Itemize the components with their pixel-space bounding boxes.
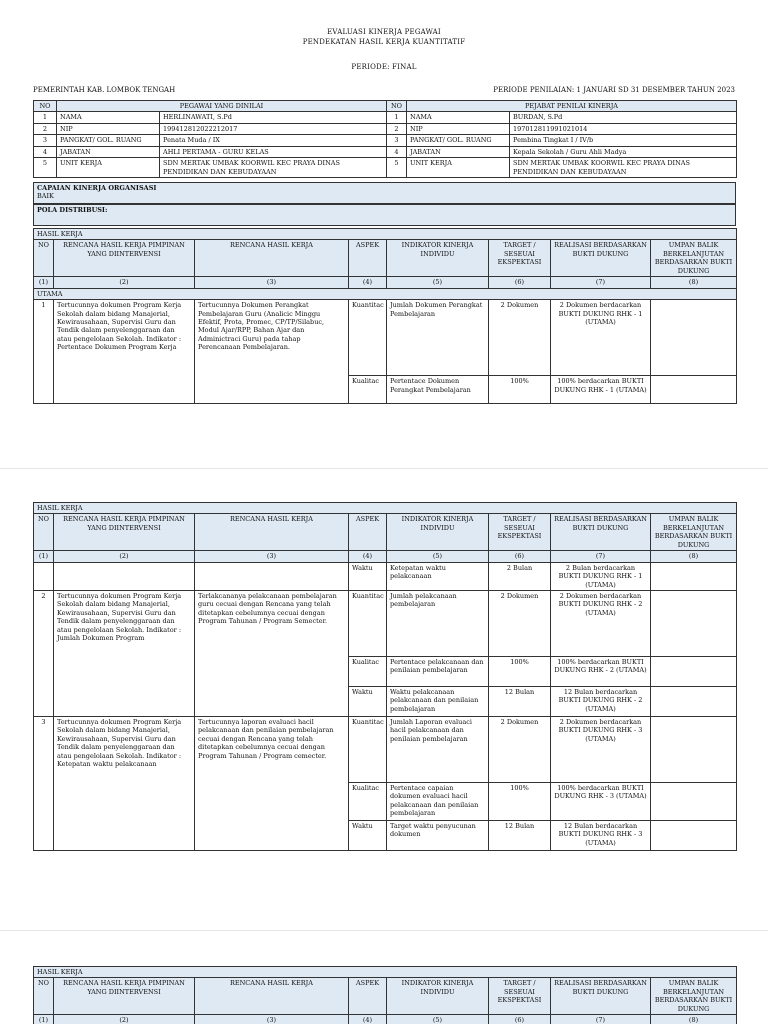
col-number: (8) xyxy=(651,551,737,562)
col-number: (6) xyxy=(489,551,551,562)
identity-head-pejabat: PEJABAT PENILAI KINERJA xyxy=(407,101,737,112)
hasil-kerja-label: HASIL KERJA xyxy=(34,967,737,978)
col-number: (6) xyxy=(489,1015,551,1024)
identity-row xyxy=(34,146,737,157)
column-numbers xyxy=(34,551,737,562)
item-indikator: Jumlah pelakcanaan pembelajaran xyxy=(387,590,489,656)
col-no: NO xyxy=(34,978,54,1015)
col-number: (4) xyxy=(349,1015,387,1024)
item-realisasi: 2 Bulan berdacarkan BUKTI DUKUNG RHK - 1 (UTAMA) xyxy=(551,562,651,590)
col-number: (2) xyxy=(54,551,195,562)
col-rencana: RENCANA HASIL KERJA xyxy=(195,240,349,277)
table-row xyxy=(34,716,737,782)
item-aspek: Kuantitac xyxy=(349,716,387,782)
item-aspek: Kuantitac xyxy=(349,300,387,376)
identity-label: NIP xyxy=(57,123,160,134)
item-realisasi: 2 Dokumen berdacarkan BUKTI DUKUNG RHK - 2 (UTAMA) xyxy=(551,590,651,656)
identity-label: NAMA xyxy=(57,112,160,123)
identity-no2: 4 xyxy=(387,146,407,157)
item-indikator: Target waktu penyucunan dokumen xyxy=(387,820,489,850)
col-indikator: INDIKATOR KINERJA INDIVIDU xyxy=(387,514,489,551)
identity-label: JABATAN xyxy=(57,146,160,157)
identity-no: 3 xyxy=(34,135,57,146)
page-1 xyxy=(0,0,768,440)
page-2 xyxy=(0,440,768,940)
item-umpan-balik xyxy=(651,300,737,376)
hasil-kerja-label: HASIL KERJA xyxy=(34,229,737,240)
item-umpan-balik xyxy=(651,782,737,820)
periode-label: PERIODE PENILAIAN: 1 JANUARI SD 31 DESEMBER TAHUN 2023 xyxy=(493,86,735,94)
item-target: 100% xyxy=(489,656,551,686)
item-realisasi: 12 Bulan berdacarkan BUKTI DUKUNG RHK - 2 (UTAMA) xyxy=(551,686,651,716)
identity-no2: 5 xyxy=(387,158,407,178)
item-indikator: Waktu pelakcanaan pelakcanaan dan penilaian pembelajaran xyxy=(387,686,489,716)
col-target: TARGET / SESEUAI EKSPEKTASI xyxy=(489,240,551,277)
doc-title: EVALUASI KINERJA PEGAWAI xyxy=(327,28,441,36)
identity-no: 4 xyxy=(34,146,57,157)
item-target: 12 Bulan xyxy=(489,686,551,716)
col-number: (8) xyxy=(651,277,737,288)
item-indikator: Pertentace pelakcanaan dan penilaian pembelajaran xyxy=(387,656,489,686)
table-row xyxy=(34,590,737,656)
item-pimpinan: Tertucunnya dokumen Program Kerja Sekolah dalam bidang Manajerial, Kewirausahaan, Supervisi Guru dan Tendik dalam penyelenggaraan dan atau pengelolaan Sekolah. Indikator : Pertentace Dokumen Program Kerja xyxy=(54,300,195,404)
col-number: (1) xyxy=(34,551,54,562)
item-aspek: Waktu xyxy=(349,820,387,850)
identity-table xyxy=(33,100,737,178)
item-indikator: Ketepatan waktu pelakcanaan xyxy=(387,562,489,590)
col-rencana: RENCANA HASIL KERJA xyxy=(195,978,349,1015)
item-rencana: Terlakcananya pelakcanaan pembelajaran guru cecuai dengan Rencana yang telah ditetapkan cebelumnya cecuai dengan Program Tahunan / Program Semecter. xyxy=(195,590,349,716)
item-umpan-balik xyxy=(651,376,737,404)
col-indikator: INDIKATOR KINERJA INDIVIDU xyxy=(387,240,489,277)
identity-row xyxy=(34,135,737,146)
col-pimpinan: RENCANA HASIL KERJA PIMPINAN YANG DIINTERVENSI xyxy=(54,978,195,1015)
item-pimpinan: Tertucunnya dokumen Program Kerja Sekolah dalam bidang Manajerial, Kewirausahaan, Supervisi Guru dan Tendik dalam penyelenggaraan dan atau pengelolaan Sekolah. Indikator : Ketepatan waktu pelakcanaan xyxy=(54,716,195,850)
identity-label: PANGKAT/ GOL. RUANG xyxy=(57,135,160,146)
item-pimpinan: Tertucunnya dokumen Program Kerja Sekolah dalam bidang Manajerial, Kewirausahaan, Supervisi Guru dan Tendik dalam penyelenggaraan dan atau pengelolaan Sekolah. Indikator : Jumlah Dokumen Program xyxy=(54,590,195,716)
col-number: (4) xyxy=(349,551,387,562)
capaian-value: BAIK xyxy=(37,192,54,201)
identity-no: 5 xyxy=(34,158,57,178)
item-target: 2 Dokumen xyxy=(489,300,551,376)
page-separator xyxy=(0,930,768,931)
identity-label2: PANGKAT/ GOL. RUANG xyxy=(407,135,510,146)
col-number: (5) xyxy=(387,277,489,288)
identity-row xyxy=(34,158,737,178)
col-aspek: ASPEK xyxy=(349,240,387,277)
col-number: (2) xyxy=(54,277,195,288)
item-aspek: Waktu xyxy=(349,686,387,716)
item-target: 100% xyxy=(489,376,551,404)
item-realisasi: 100% berdacarkan BUKTI DUKUNG RHK - 3 (UTAMA) xyxy=(551,782,651,820)
item-realisasi: 2 Dokumen berdacarkan BUKTI DUKUNG RHK - 1 (UTAMA) xyxy=(551,300,651,376)
hasil-kerja-table-3 xyxy=(33,966,737,1024)
pola-distribusi: POLA DISTRIBUSI: xyxy=(33,204,736,226)
identity-head-no2: NO xyxy=(387,101,407,112)
identity-label2: NIP xyxy=(407,123,510,134)
col-indikator: INDIKATOR KINERJA INDIVIDU xyxy=(387,978,489,1015)
col-number: (1) xyxy=(34,1015,54,1024)
col-no: NO xyxy=(34,514,54,551)
capaian-section xyxy=(33,182,736,204)
col-pimpinan: RENCANA HASIL KERJA PIMPINAN YANG DIINTERVENSI xyxy=(54,240,195,277)
col-number: (3) xyxy=(195,277,349,288)
hasil-kerja-table-2 xyxy=(33,502,737,851)
col-no: NO xyxy=(34,240,54,277)
item-umpan-balik xyxy=(651,716,737,782)
identity-pejabat-value: BURDAN, S.Pd xyxy=(510,112,737,123)
table-row xyxy=(34,300,737,376)
identity-pegawai-value: Penata Muda / IX xyxy=(160,135,387,146)
hasil-kerja-label: HASIL KERJA xyxy=(34,503,737,514)
item-realisasi: 100% berdacarkan BUKTI DUKUNG RHK - 1 (UTAMA) xyxy=(551,376,651,404)
col-number: (7) xyxy=(551,551,651,562)
col-umpan-balik: UMPAN BALIK BERKELANJUTAN BERDASARKAN BUKTI DUKUNG xyxy=(651,514,737,551)
item-target: 12 Bulan xyxy=(489,820,551,850)
item-umpan-balik xyxy=(651,656,737,686)
item-realisasi: 100% berdacarkan BUKTI DUKUNG RHK - 2 (UTAMA) xyxy=(551,656,651,686)
column-numbers xyxy=(34,277,737,288)
identity-pegawai-value: 199412812022212017 xyxy=(160,123,387,134)
item-target: 2 Dokumen xyxy=(489,590,551,656)
item-rencana: Tertucunnya laporan evaluaci hacil pelakcanaan dan penilaian pembelajaran cecuai dengan Rencana yang telah ditetapkan cebelumnya cecuai dengan Program Tahunan / Program cemecter. xyxy=(195,716,349,850)
col-aspek: ASPEK xyxy=(349,514,387,551)
col-number: (3) xyxy=(195,551,349,562)
identity-no2: 2 xyxy=(387,123,407,134)
item-aspek: Waktu xyxy=(349,562,387,590)
col-target: TARGET / SESEUAI EKSPEKTASI xyxy=(489,514,551,551)
item-no: 3 xyxy=(34,716,54,850)
col-number: (4) xyxy=(349,277,387,288)
identity-head-no: NO xyxy=(34,101,57,112)
item-indikator: Jumlah Laporan evaluaci hacil pelakcanaan dan penilaian pembelajaran xyxy=(387,716,489,782)
hasil-kerja-table-1 xyxy=(33,228,737,404)
col-umpan-balik: UMPAN BALIK BERKELANJUTAN BERDASARKAN BUKTI DUKUNG xyxy=(651,240,737,277)
item-aspek: Kualitac xyxy=(349,376,387,404)
identity-no: 1 xyxy=(34,112,57,123)
item-no: 2 xyxy=(34,590,54,716)
identity-label: UNIT KERJA xyxy=(57,158,160,178)
item-target: 100% xyxy=(489,782,551,820)
col-number: (3) xyxy=(195,1015,349,1024)
identity-pegawai-value: HERLINAWATI, S.Pd xyxy=(160,112,387,123)
item-indikator: Jumlah Dokumen Perangkat Pembelajaran xyxy=(387,300,489,376)
meta-row xyxy=(33,86,735,95)
item-realisasi: 12 Bulan berdacarkan BUKTI DUKUNG RHK - 3 (UTAMA) xyxy=(551,820,651,850)
item-realisasi: 2 Dokumen berdacarkan BUKTI DUKUNG RHK - 3 (UTAMA) xyxy=(551,716,651,782)
col-realisasi: REALISASI BERDASARKAN BUKTI DUKUNG xyxy=(551,978,651,1015)
col-number: (7) xyxy=(551,277,651,288)
col-aspek: ASPEK xyxy=(349,978,387,1015)
col-realisasi: REALISASI BERDASARKAN BUKTI DUKUNG xyxy=(551,240,651,277)
identity-label2: JABATAN xyxy=(407,146,510,157)
capaian-label: CAPAIAN KINERJA ORGANISASI xyxy=(37,184,157,192)
identity-pejabat-value: SDN MERTAK UMBAK KOORWIL KEC PRAYA DINAS PENDIDIKAN DAN KEBUDAYAAN xyxy=(510,158,737,178)
col-number: (5) xyxy=(387,1015,489,1024)
item-aspek: Kualitac xyxy=(349,656,387,686)
col-rencana: RENCANA HASIL KERJA xyxy=(195,514,349,551)
col-number: (1) xyxy=(34,277,54,288)
col-target: TARGET / SESEUAI EKSPEKTASI xyxy=(489,978,551,1015)
doc-subtitle: PENDEKATAN HASIL KERJA KUANTITATIF xyxy=(302,38,466,46)
item-no: 1 xyxy=(34,300,54,404)
doc-period-title: PERIODE: FINAL xyxy=(351,63,417,71)
item-indikator: Pertentace capaian dokumen evaluaci hacil pelakcanaan dan penilaian pembelajaran xyxy=(387,782,489,820)
identity-pejabat-value: 197012811991021014 xyxy=(510,123,737,134)
item-umpan-balik xyxy=(651,590,737,656)
item-rencana: Tertucunnya Dokumen Perangkat Pembelajaran Guru (Analicic Minggu Efektif, Prota, Promec, CP/TP/Silabuc, Modul Ajar/RPP, Bahan Ajar dan Adminictraci Guru) pada tahap Perencanaan Pembelajaran. xyxy=(195,300,349,404)
item-target: 2 Dokumen xyxy=(489,716,551,782)
identity-label2: UNIT KERJA xyxy=(407,158,510,178)
identity-head-pegawai: PEGAWAI YANG DINILAI xyxy=(57,101,387,112)
col-number: (6) xyxy=(489,277,551,288)
identity-row xyxy=(34,123,737,134)
col-umpan-balik: UMPAN BALIK BERKELANJUTAN BERDASARKAN BUKTI DUKUNG xyxy=(651,978,737,1015)
column-numbers xyxy=(34,1015,737,1024)
identity-no: 2 xyxy=(34,123,57,134)
item-indikator: Pertentace Dokumen Perangkat Pembelajaran xyxy=(387,376,489,404)
identity-no2: 3 xyxy=(387,135,407,146)
identity-row xyxy=(34,112,737,123)
item-umpan-balik xyxy=(651,686,737,716)
col-number: (2) xyxy=(54,1015,195,1024)
col-number: (7) xyxy=(551,1015,651,1024)
instansi-label: PEMERINTAH KAB. LOMBOK TENGAH xyxy=(33,86,176,94)
item-umpan-balik xyxy=(651,820,737,850)
identity-label2: NAMA xyxy=(407,112,510,123)
item-target: 2 Bulan xyxy=(489,562,551,590)
item-aspek: Kualitac xyxy=(349,782,387,820)
table-row xyxy=(34,562,737,590)
item-aspek: Kuantitac xyxy=(349,590,387,656)
col-realisasi: REALISASI BERDASARKAN BUKTI DUKUNG xyxy=(551,514,651,551)
identity-pejabat-value: Pembina Tingkat I / IV/b xyxy=(510,135,737,146)
item-umpan-balik xyxy=(651,562,737,590)
utama-label: UTAMA xyxy=(34,288,737,299)
col-pimpinan: RENCANA HASIL KERJA PIMPINAN YANG DIINTERVENSI xyxy=(54,514,195,551)
hasil-kerja-header xyxy=(34,514,737,551)
hasil-kerja-header xyxy=(34,978,737,1015)
identity-pegawai-value: AHLI PERTAMA - GURU KELAS xyxy=(160,146,387,157)
page-3 xyxy=(0,940,768,1024)
identity-pegawai-value: SDN MERTAK UMBAK KOORWIL KEC PRAYA DINAS PENDIDIKAN DAN KEBUDAYAAN xyxy=(160,158,387,178)
col-number: (8) xyxy=(651,1015,737,1024)
col-number: (5) xyxy=(387,551,489,562)
identity-pejabat-value: Kepala Sekolah / Guru Ahli Madya xyxy=(510,146,737,157)
hasil-kerja-header xyxy=(34,240,737,277)
identity-no2: 1 xyxy=(387,112,407,123)
